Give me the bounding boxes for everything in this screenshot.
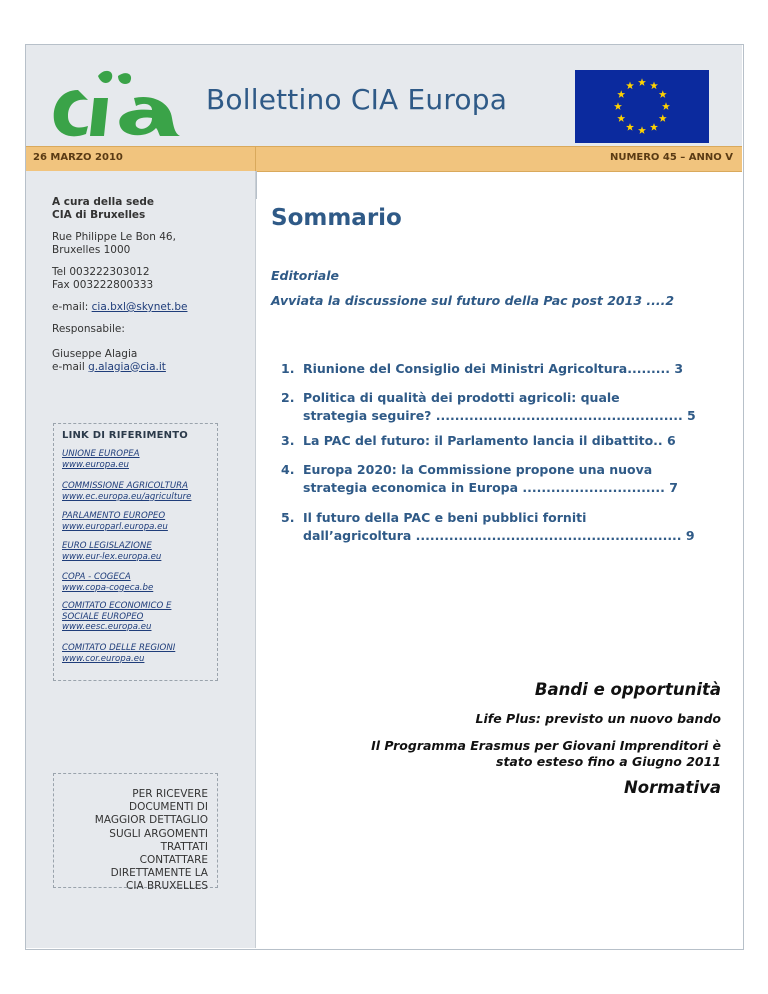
contact-line: CONTATTARE xyxy=(139,854,208,867)
contact-line: PER RICEVERE xyxy=(132,788,208,800)
contact-text xyxy=(56,788,208,894)
link-name: PARLAMENTO EUROPEO xyxy=(62,511,166,521)
toc-number: 2. xyxy=(281,390,295,405)
column-divider xyxy=(256,171,257,199)
link-url: www.europa.eu xyxy=(62,459,129,470)
toc-item-2[interactable] xyxy=(281,389,696,424)
phone: Tel 003222303012 xyxy=(52,266,150,278)
toc-text-cont: strategia seguire? .................................................... 5 xyxy=(303,407,696,423)
bandi-item-erasmus[interactable] xyxy=(371,738,721,770)
editoriale-item[interactable]: Avviata la discussione sul futuro della Pac post 2013 ....2 xyxy=(271,293,675,308)
address xyxy=(52,231,176,256)
toc-number: 5. xyxy=(281,510,295,525)
toc-number: 4. xyxy=(281,462,295,477)
bandi-item-line1: Il Programma Erasmus per Giovani Imprenditori è xyxy=(371,738,721,753)
cia-logo xyxy=(48,68,183,142)
link-name: UNIONE EUROPEA xyxy=(62,449,140,459)
toc-item-5[interactable] xyxy=(281,509,695,544)
email-link[interactable]: cia.bxl@skynet.be xyxy=(91,301,188,313)
link-copa-cogeca[interactable] xyxy=(62,572,153,593)
fax: Fax 003222800333 xyxy=(52,278,154,291)
link-name-2: SOCIALE EUROPEO xyxy=(62,611,144,622)
responsabile-name: Giuseppe Alagia xyxy=(52,348,138,360)
link-comitato-regioni[interactable] xyxy=(62,643,175,664)
toc-text: Europa 2020: la Commissione propone una nuova xyxy=(303,462,653,477)
bandi-item-line2: stato esteso fino a Giugno 2011 xyxy=(496,754,721,769)
email-row xyxy=(52,301,187,314)
bulletin-title: Bollettino CIA Europa xyxy=(206,83,508,116)
contact-line: DOCUMENTI DI xyxy=(129,801,208,814)
toc-number: 3. xyxy=(281,433,295,448)
contact-line: MAGGIOR DETTAGLIO xyxy=(94,814,208,827)
responsabile-email-link[interactable]: g.alagia@cia.it xyxy=(88,360,166,373)
band-divider xyxy=(255,147,256,171)
link-url: www.ec.europa.eu/agriculture xyxy=(62,491,192,502)
toc-item-1[interactable] xyxy=(281,360,683,378)
toc-text: Riunione del Consiglio dei Ministri Agricoltura......... 3 xyxy=(303,361,684,376)
link-name: COMMISSIONE AGRICOLTURA xyxy=(62,481,189,491)
responsabile-label: Responsabile: xyxy=(52,323,125,335)
editoriale-label: Editoriale xyxy=(271,268,339,283)
address-line1: Rue Philippe Le Bon 46, xyxy=(52,231,176,243)
link-url: www.europarl.europa.eu xyxy=(62,521,168,532)
toc-text: Politica di qualità dei prodotti agricoli: quale xyxy=(303,390,620,405)
link-url: www.copa-cogeca.be xyxy=(62,582,154,593)
curated-by-line2: CIA di Bruxelles xyxy=(52,208,146,221)
phone-fax xyxy=(52,266,153,291)
contact-line: SUGLI ARGOMENTI xyxy=(109,827,208,840)
date-band xyxy=(26,146,742,172)
toc-number: 1. xyxy=(281,361,295,376)
link-url: www.cor.europa.eu xyxy=(62,653,145,664)
issue-number: NUMERO 45 – ANNO V xyxy=(609,152,733,163)
curated-by xyxy=(52,196,154,221)
link-name: COPA - COGECA xyxy=(62,572,131,582)
sommario-heading: Sommario xyxy=(271,205,402,231)
contact-line: TRATTATI xyxy=(160,840,208,853)
normativa-heading: Normativa xyxy=(623,778,721,797)
link-url: www.eur-lex.europa.eu xyxy=(62,551,162,562)
link-comitato-economico[interactable] xyxy=(62,601,171,633)
eu-flag-icon xyxy=(575,70,709,143)
bandi-item-life-plus[interactable]: Life Plus: previsto un nuovo bando xyxy=(475,711,721,726)
contact-line: CIA BRUXELLES xyxy=(126,880,208,893)
link-euro-legislazione[interactable] xyxy=(62,541,161,562)
link-name: EURO LEGISLAZIONE xyxy=(62,541,152,551)
address-line2: Bruxelles 1000 xyxy=(52,243,131,256)
link-commissione-agricoltura[interactable] xyxy=(62,481,191,502)
toc-text-cont: strategia economica in Europa .............................. 7 xyxy=(303,479,678,495)
responsabile-email-label: e-mail xyxy=(52,360,89,373)
bandi-heading: Bandi e opportunità xyxy=(534,680,721,699)
toc-item-4[interactable] xyxy=(281,461,678,496)
link-unione-europea[interactable] xyxy=(62,449,140,470)
toc-text-cont: dall’agricoltura ........................................................ 9 xyxy=(303,527,695,543)
link-name: COMITATO DELLE REGIONI xyxy=(62,643,176,653)
link-url: www.eesc.europa.eu xyxy=(62,622,152,632)
toc-text: La PAC del futuro: il Parlamento lancia il dibattito.. 6 xyxy=(303,433,676,448)
links-heading: LINK DI RIFERIMENTO xyxy=(62,430,188,441)
email-label: e-mail: xyxy=(52,301,92,313)
toc-text: Il futuro della PAC e beni pubblici forniti xyxy=(303,510,587,525)
issue-date: 26 MARZO 2010 xyxy=(33,152,123,163)
link-name: COMITATO ECONOMICO E xyxy=(62,601,172,611)
toc-item-3[interactable] xyxy=(281,432,676,450)
responsabile xyxy=(52,348,166,373)
contact-line: DIRETTAMENTE LA xyxy=(110,867,208,880)
link-parlamento-europeo[interactable] xyxy=(62,511,168,532)
curated-by-line1: A cura della sede xyxy=(52,196,154,208)
